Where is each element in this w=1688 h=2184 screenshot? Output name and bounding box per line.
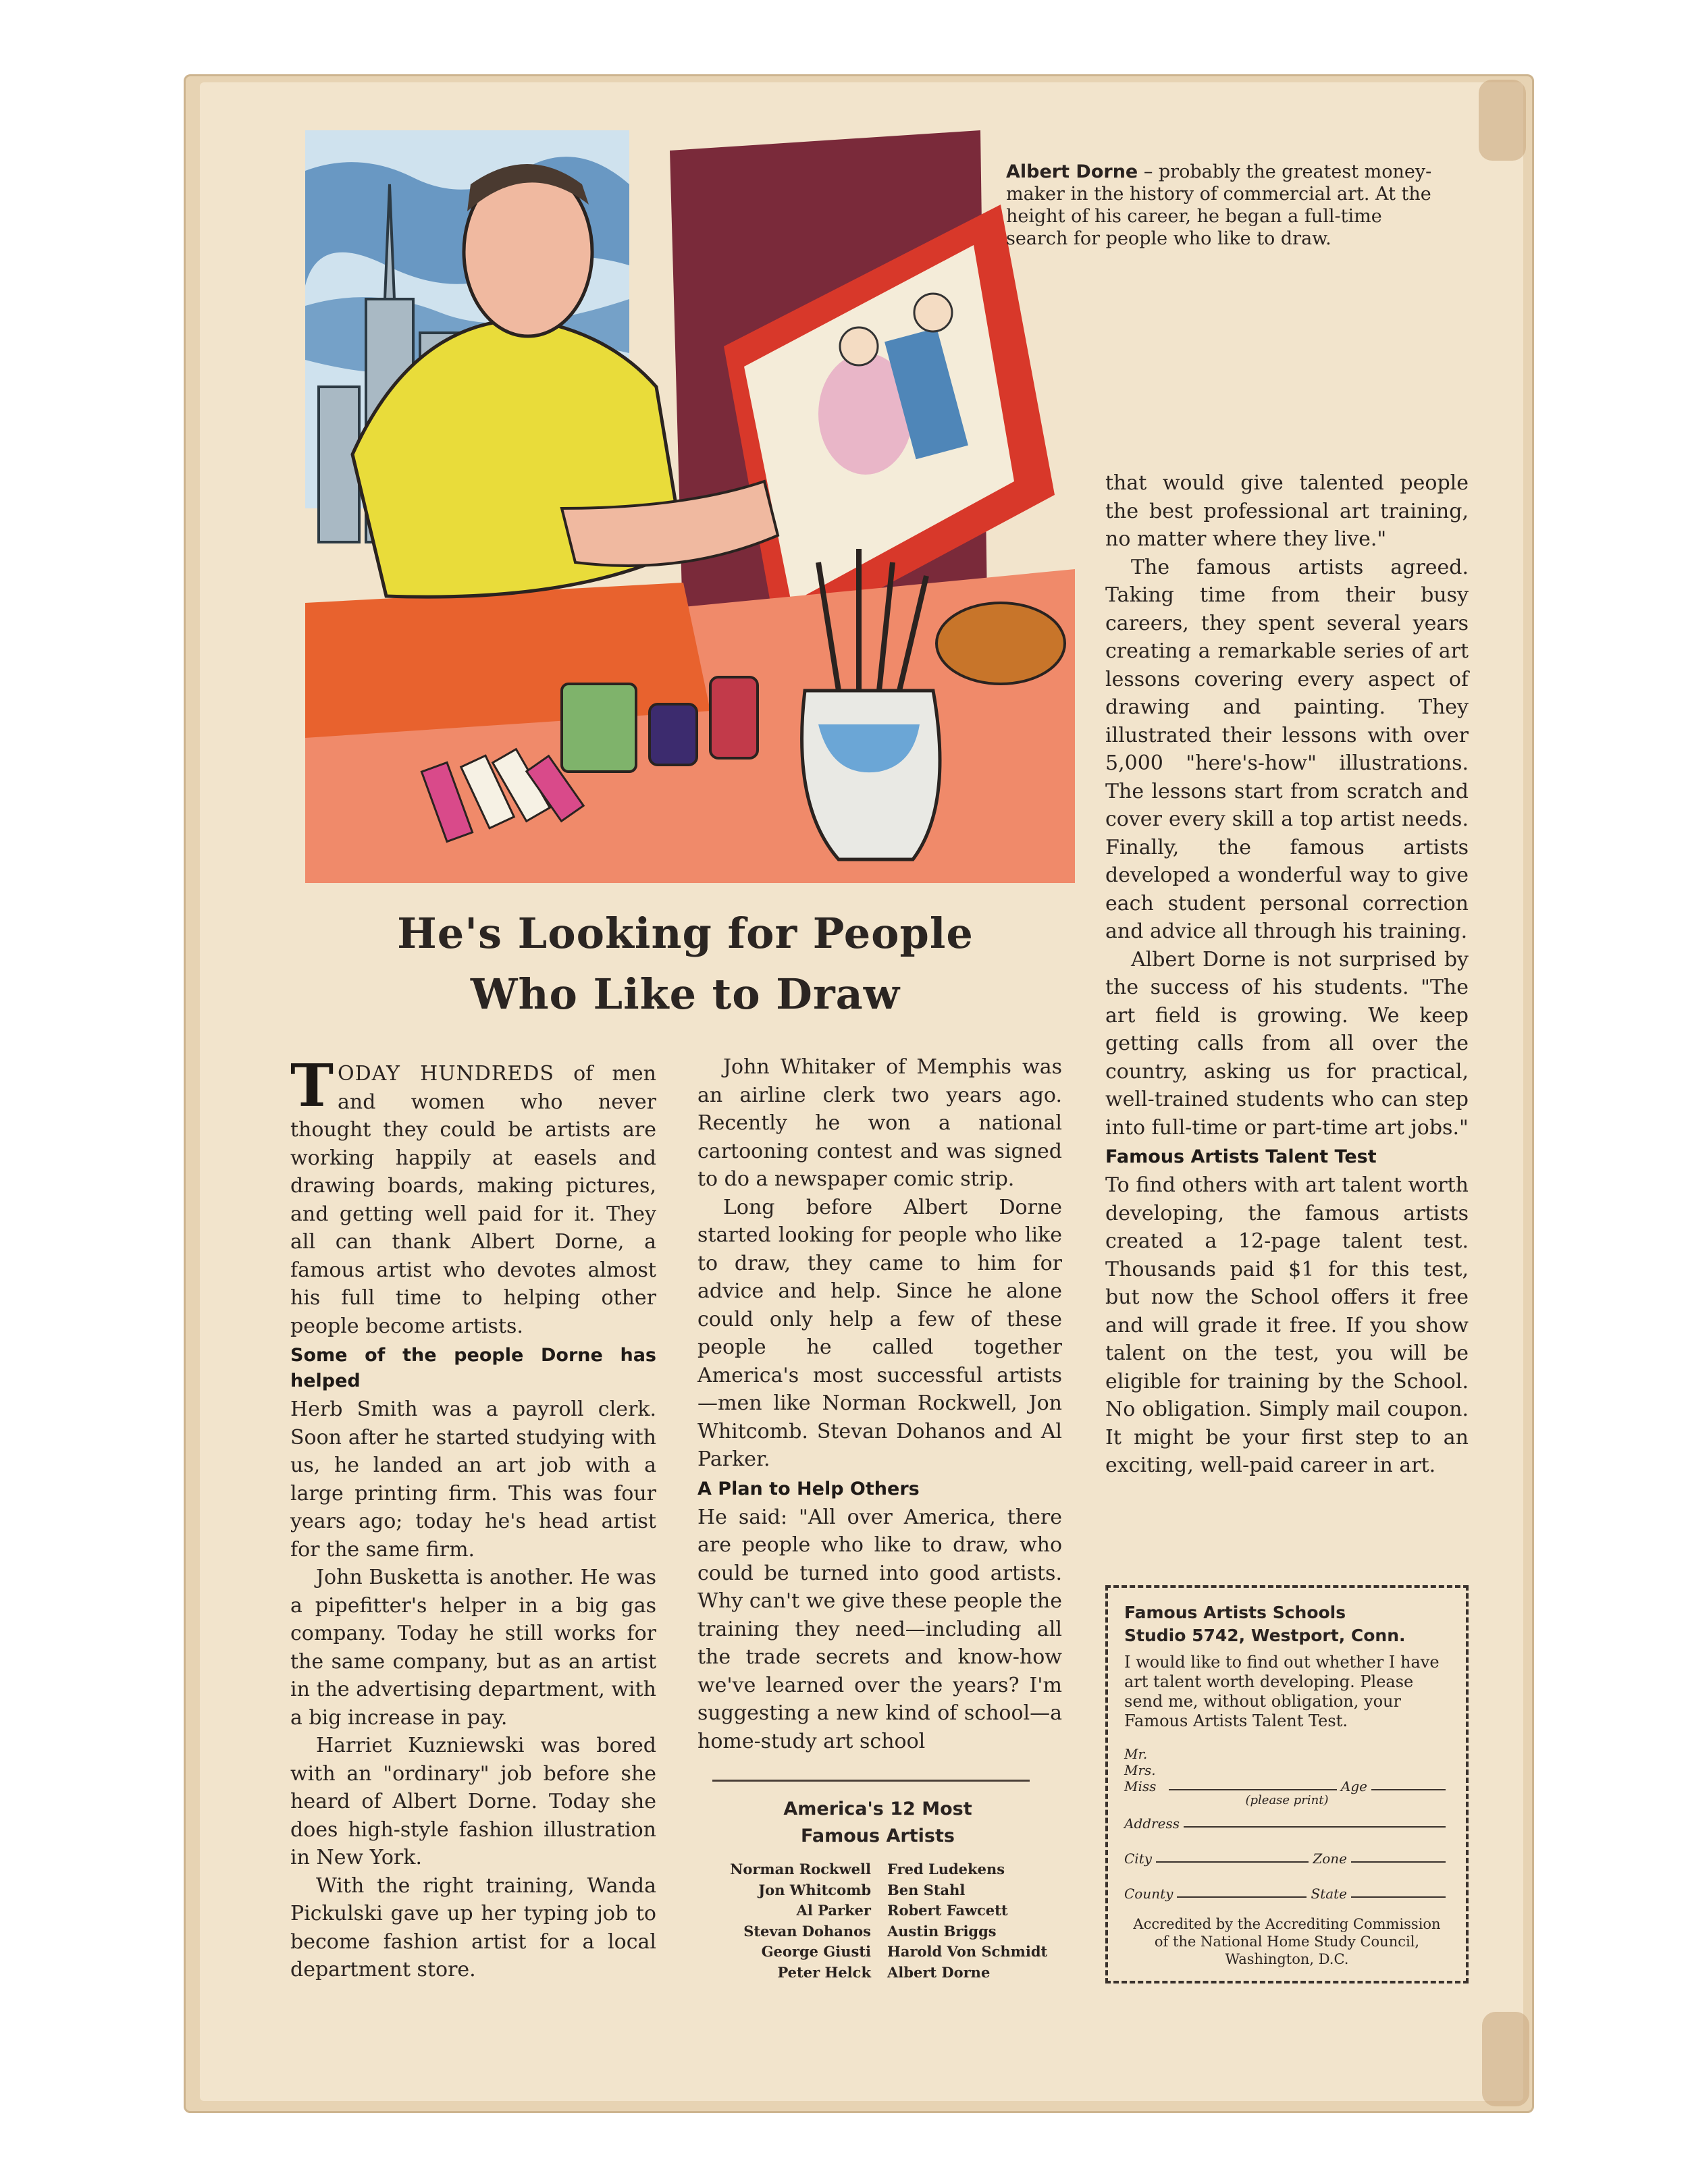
paragraph: John Whitaker of Memphis was an airline clerk two years ago. Recently he won a national cartooning contest and was signed to do a newspaper comic strip. [697, 1055, 1062, 1191]
paragraph: John Busketta is another. He was a pipefitter's helper in a big gas company. Today he still works for the same company, but as an artist in the advertising department, with a big increase in pay. [290, 1566, 656, 1730]
drop-cap: T [290, 1052, 334, 1120]
paragraph: that would give talented people the best professional art training, no matter where they live." [1105, 471, 1469, 551]
artist-name: Ben Stahl [887, 1881, 966, 1898]
paint-jar [562, 684, 636, 772]
address-label: Address [1124, 1815, 1180, 1832]
county-label: County [1124, 1886, 1173, 1902]
intro-paragraph: of men and women who never thought they could be artists are working happily at easels and drawing boards, making pictures, and getting well paid for it. They all can thank Albert Dorne, a famous artist who devotes almost his full time to helping other people become artists. [290, 1062, 656, 1338]
caption-text: – probably the greatest money-maker in the history of commercial art. At the height of his career, he began a full-time search for people who like to draw. [1006, 161, 1432, 249]
coupon-request: I would like to find out whether I have art talent worth developing. Please send me, without obligation, your Famous Artists Talent Test. [1124, 1653, 1440, 1730]
artist-illustration [305, 130, 1075, 883]
artist-name: Harold Von Schmidt [887, 1943, 1048, 1960]
artist-name: Norman Rockwell [730, 1861, 871, 1877]
city-label: City [1124, 1850, 1153, 1867]
coupon-school: Famous Artists Schools [1124, 1603, 1346, 1622]
paragraph: Herb Smith was a payroll clerk. Soon after he started studying with us, he landed an art job with a large printing firm. This was four years ago; today he's head artist for the same firm. [290, 1397, 656, 1562]
brush-vase [802, 691, 940, 859]
artist-name: Fred Ludekens [887, 1861, 1005, 1877]
column-3 [1105, 469, 1469, 1480]
mail-coupon[interactable] [1105, 1585, 1469, 1983]
illustration-caption [1006, 161, 1438, 250]
artist-name: George Giusti [761, 1943, 871, 1960]
caption-name: Albert Dorne [1006, 161, 1138, 182]
coupon-address: Studio 5742, Westport, Conn. [1124, 1626, 1406, 1645]
wear-stain [1479, 80, 1526, 161]
artist-name: Al Parker [796, 1902, 871, 1919]
address-field[interactable] [1124, 1815, 1450, 1832]
paragraph: With the right training, Wanda Pickulski gave up her typing job to become fashion artist for a local department store. [290, 1873, 656, 1981]
headline-line-1: He's Looking for People [397, 909, 974, 958]
wear-stain [1482, 2012, 1529, 2106]
print-hint: (please print) [1245, 1793, 1329, 1807]
paragraph: He said: "All over America, there are people who like to draw, who could be turned into good artists. Why can't we give these people the training they need—including all the trade secrets and know-how we've learned over the years? I'm suggesting a new kind of school—a home-study art school [697, 1505, 1062, 1753]
headline-line-2: Who Like to Draw [470, 969, 901, 1019]
column-1 [290, 1052, 656, 1984]
headline [297, 903, 1074, 1025]
paragraph: Harriet Kuzniewski was bored with an "ordinary" job before she heard of Albert Dorne. Today she does high-style fashion illustration in New York. [290, 1734, 656, 1869]
famous-artists-box [689, 1796, 1067, 1983]
paragraph: Long before Albert Dorne started looking for people who like to draw, they came to him for advice and help. Since he alone could only help a few of these people he called together America's most successful artists —men like Norman Rockwell, Jon Whitcomb. Stevan Dohanos and Al Parker. [697, 1195, 1062, 1471]
divider-rule [712, 1780, 1030, 1782]
paragraph: The famous artists agreed. Taking time from their busy careers, they spent several years creating a remarkable series of art lessons covering every aspect of drawing and painting. They illustrated their lessons with over 5,000 "here's-how" illustrations. The lessons start from scratch and cover every skill a top artist needs. Finally, the famous artists developed a wonderful way to give each student personal correction and advice all through his training. [1105, 555, 1469, 943]
name-label: Mr. Mrs. Miss [1124, 1746, 1157, 1794]
artist-name: Austin Briggs [887, 1922, 997, 1940]
artist-name: Robert Fawcett [887, 1902, 1008, 1919]
accreditation-note: Accredited by the Accrediting Commission of the National Home Study Council, Washington, D.C. [1133, 1916, 1441, 1967]
county-state-field[interactable] [1124, 1886, 1450, 1902]
artist-name: Stevan Dohanos [743, 1922, 871, 1940]
artist-name: Peter Helck [777, 1963, 871, 1981]
age-label: Age [1340, 1778, 1367, 1794]
subhead-talent-test: Famous Artists Talent Test [1105, 1146, 1377, 1167]
city-zone-field[interactable] [1124, 1850, 1450, 1867]
zone-label: Zone [1313, 1850, 1347, 1867]
name-field[interactable] [1124, 1746, 1450, 1794]
artist-name: Jon Whitcomb [758, 1881, 871, 1898]
intro-small-caps: ODAY HUNDREDS [338, 1062, 554, 1086]
column-2 [697, 1053, 1062, 1755]
paragraph: Albert Dorne is not surprised by the success of his students. "The art field is growing. We keep getting calls from all over the country, asking us for practical, well-trained students who can step into full-time or part-time art jobs." [1105, 947, 1469, 1140]
paragraph: To find others with art talent worth developing, the famous artists created a 12-page talent test. Thousands paid $1 for this test, but now the School offers it free and will grade it free. If you show talent on the test, you will be eligible for training by the School. No obligation. Simply mail coupon. It might be your first step to an exciting, well-paid career in art. [1105, 1173, 1469, 1477]
artists-title-2: Famous Artists [801, 1826, 955, 1846]
artists-title-1: America's 12 Most [783, 1799, 972, 1819]
artist-name: Albert Dorne [887, 1963, 991, 1981]
subhead-plan: A Plan to Help Others [697, 1478, 920, 1499]
artists-list [689, 1859, 1067, 1983]
state-label: State [1311, 1886, 1347, 1902]
subhead-people-helped: Some of the people Dorne has helped [290, 1345, 656, 1391]
